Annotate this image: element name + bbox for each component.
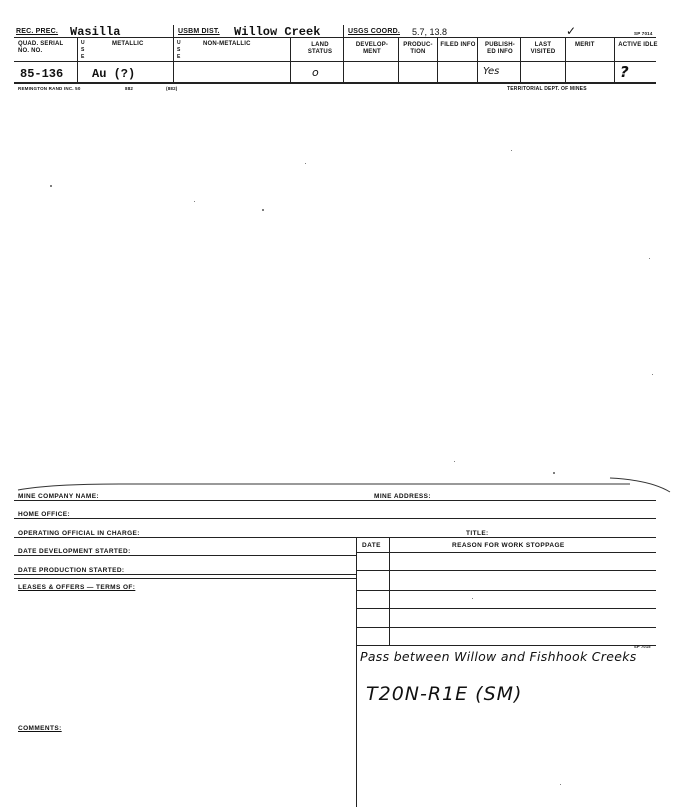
- usgs-coord-label: USGS COORD.: [348, 28, 400, 35]
- mine-address-label: MINE ADDRESS:: [374, 493, 431, 500]
- mine-company-name-label: MINE COMPANY NAME:: [18, 493, 99, 500]
- printer-code-2: (882): [166, 86, 178, 91]
- metallic-header: METALLIC: [112, 41, 144, 47]
- usbm-dist-value: Willow Creek: [234, 25, 321, 39]
- rec-prec-label: REC. PREC.: [16, 28, 59, 35]
- active-idle-value: ?: [620, 63, 629, 81]
- leases-label: LEASES & OFFERS — TERMS OF:: [18, 584, 136, 591]
- non-metallic-header: NON-METALLIC: [203, 41, 251, 47]
- merit-header: MERIT: [575, 42, 595, 48]
- land-status-header: LAND STATUS: [307, 42, 333, 55]
- usbm-dist-label: USBM DIST.: [178, 28, 220, 35]
- active-idle-header: ACTIVE IDLE: [618, 42, 658, 48]
- usgs-coord-value: 5.7, 13.8: [412, 27, 448, 37]
- date-column-header: DATE: [362, 542, 381, 549]
- published-info-header: PUBLISH- ED INFO: [485, 42, 515, 55]
- quad-serial-value: 85-136: [20, 67, 64, 81]
- check-mark: ✓: [566, 24, 577, 38]
- filed-info-header: FILED INFO: [440, 42, 476, 48]
- comments-label: COMMENTS:: [18, 725, 62, 732]
- use-code-header-2: U S E: [177, 40, 181, 60]
- metallic-value: Au (?): [92, 67, 136, 81]
- production-header: PRODUC- TION: [403, 42, 433, 55]
- quad-serial-header: QUAD. SERIAL NO. NO.: [18, 41, 64, 54]
- form-number-2: SP 7015: [634, 644, 651, 649]
- home-office-label: HOME OFFICE:: [18, 511, 71, 518]
- date-production-label: DATE PRODUCTION STARTED:: [18, 567, 125, 574]
- printer-label: REMINGTON RAND INC. 50: [18, 86, 81, 91]
- last-visited-header: LAST VISITED: [530, 42, 556, 55]
- rec-prec-value: Wasilla: [70, 25, 121, 39]
- form-number: SP 7014: [634, 31, 653, 36]
- location-note: Pass between Willow and Fishhook Creeks: [360, 649, 637, 664]
- published-info-value: Yes: [483, 66, 500, 77]
- card-edge: [10, 470, 678, 500]
- operating-official-label: OPERATING OFFICIAL IN CHARGE:: [18, 530, 140, 537]
- land-status-value: o: [312, 66, 319, 79]
- use-code-header: U S E: [81, 40, 85, 60]
- township-range-note: T20N-R1E (SM): [366, 683, 523, 705]
- title-label: TITLE:: [466, 530, 489, 537]
- reason-column-header: REASON FOR WORK STOPPAGE: [452, 542, 565, 549]
- department-label: TERRITORIAL DEPT. OF MINES: [507, 86, 587, 92]
- development-header: DEVELOP- MENT: [355, 42, 389, 55]
- date-development-label: DATE DEVELOPMENT STARTED:: [18, 548, 131, 555]
- printer-code-1: 882: [125, 86, 134, 91]
